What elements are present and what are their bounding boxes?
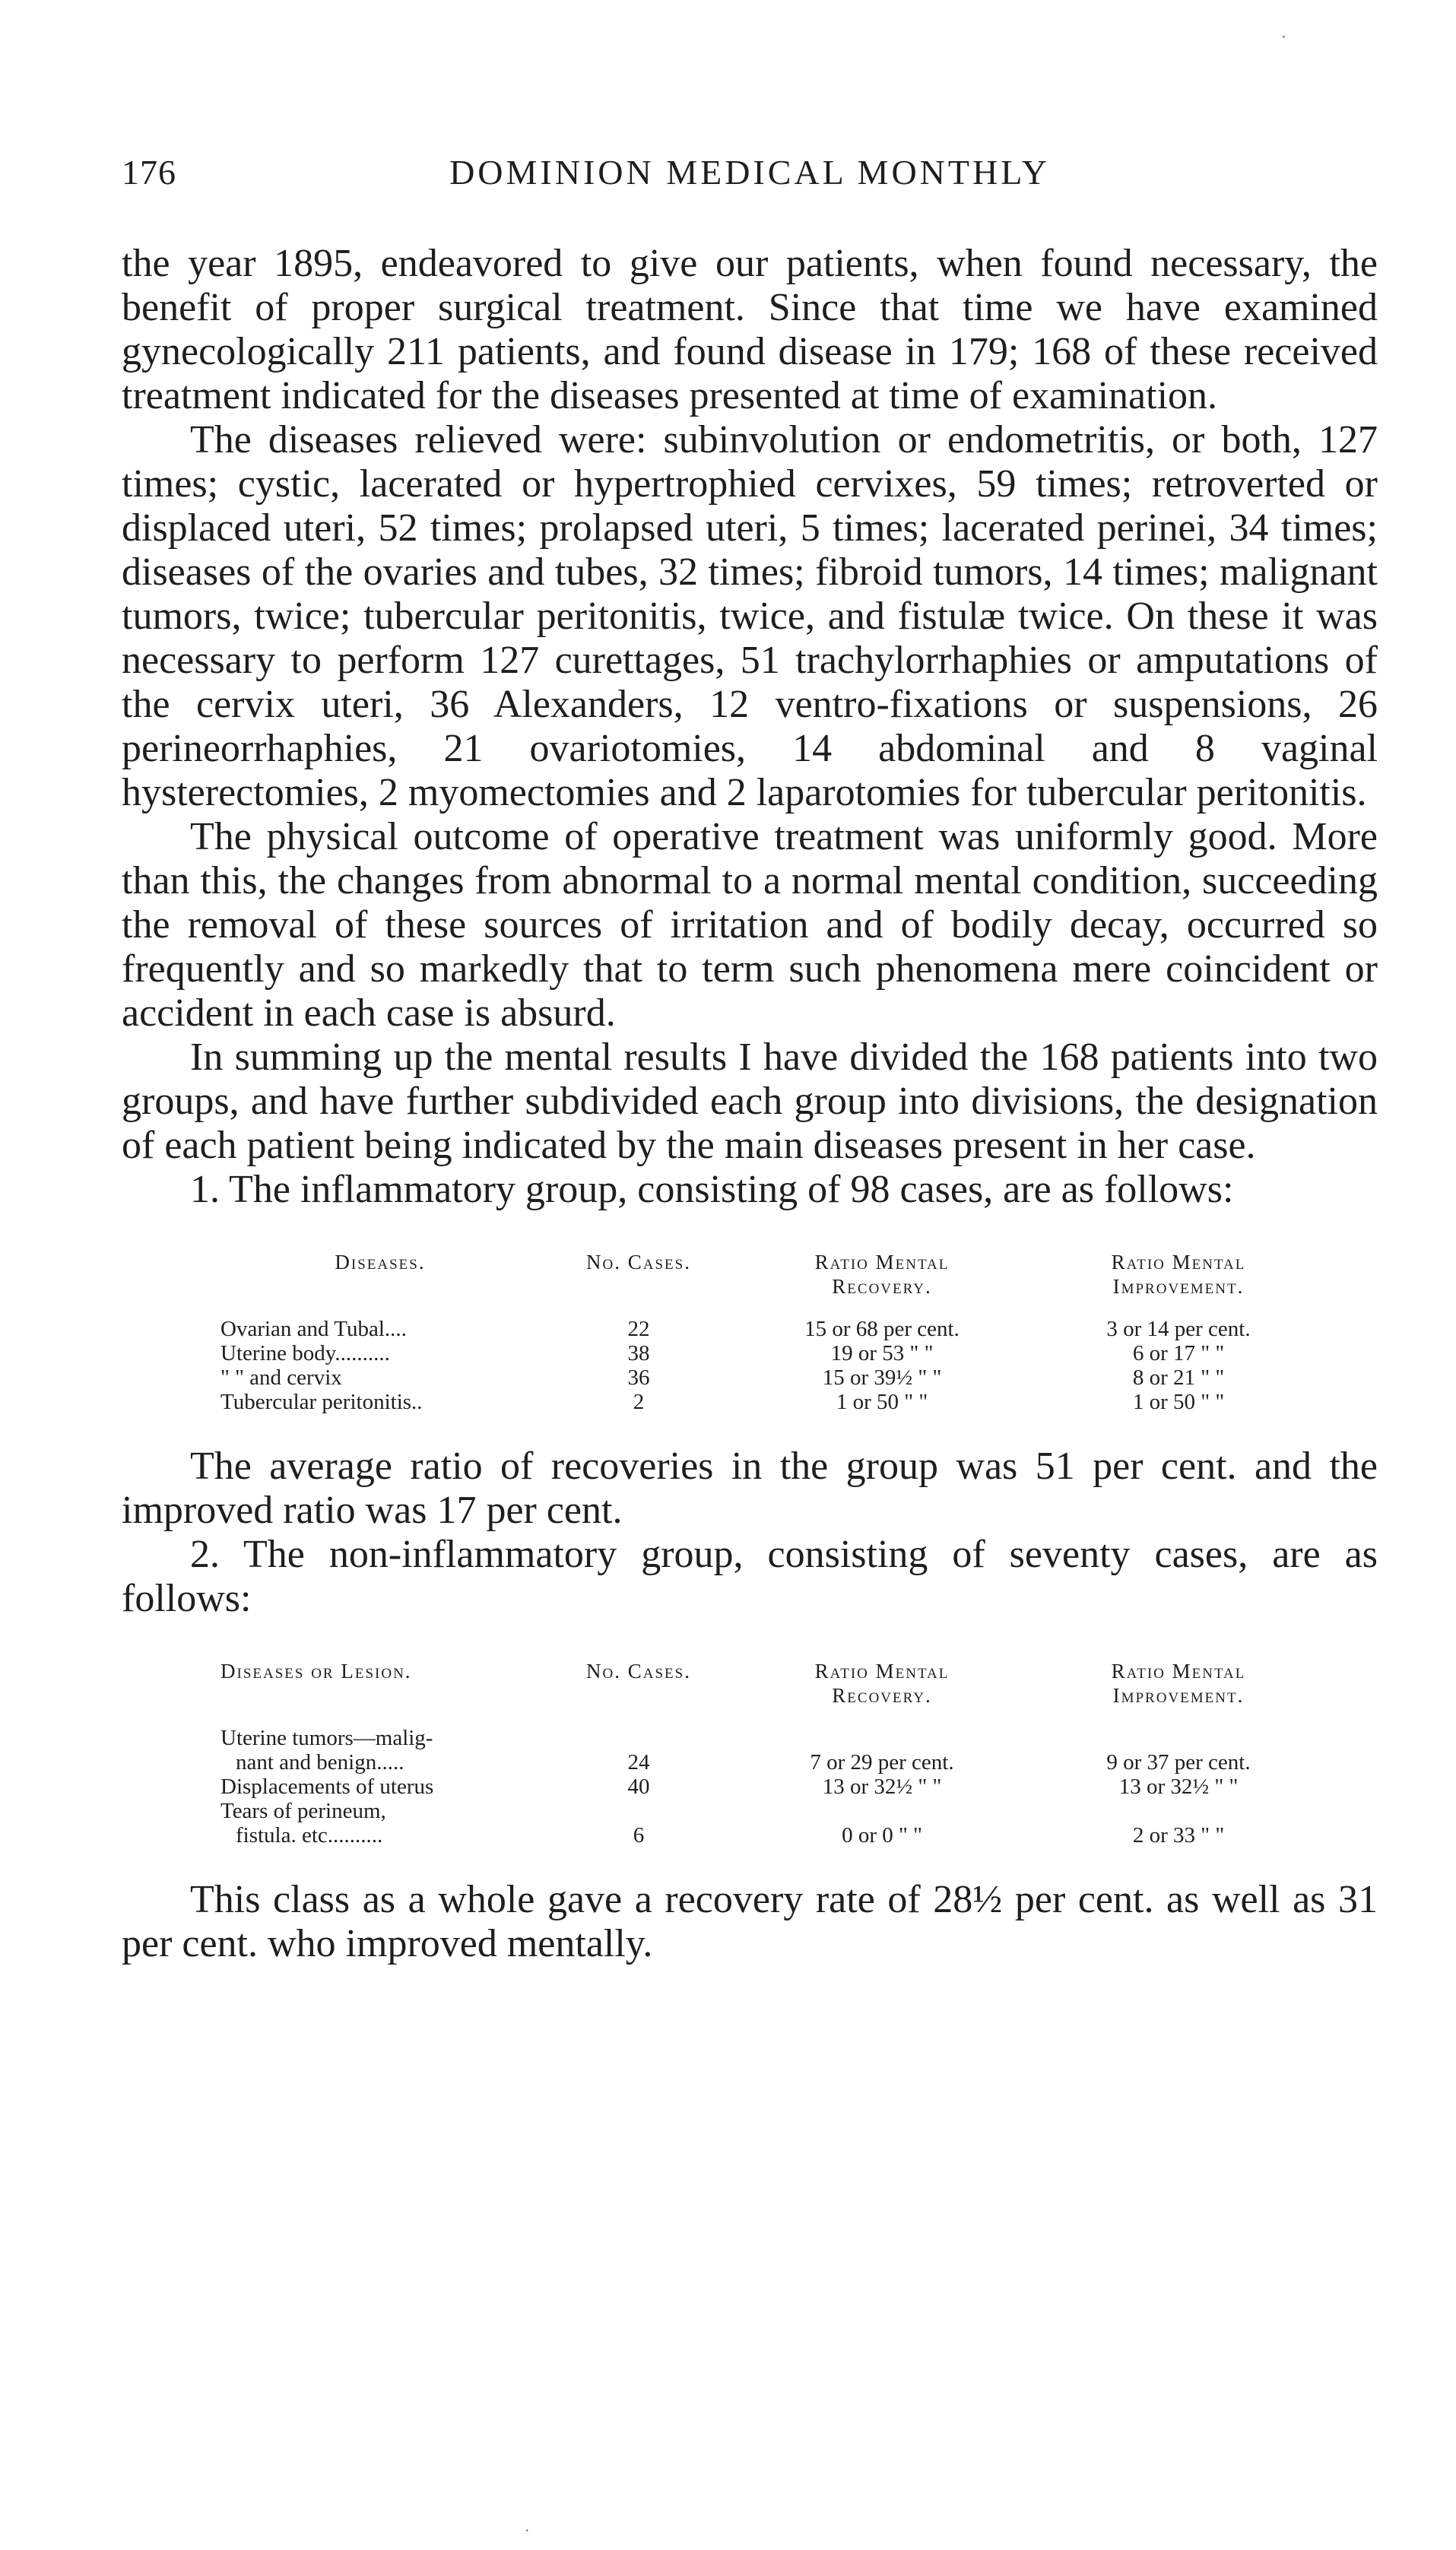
cell-improvement: 1 or 50 " " — [1132, 1390, 1225, 1414]
table-row — [220, 1799, 1331, 1847]
cell-recovery: 15 or 68 per cent. — [804, 1317, 960, 1341]
table-row — [220, 1317, 1331, 1341]
paragraph-3: The physical outcome of operative treatment was uniformly good. More than this, the changes from abnormal to a normal mental condition, succeeding the removal of these sources of irritation and of bodily decay, occurred so frequently and so markedly that to term such phenomena mere coincident or accident in each case is absurd. — [122, 815, 1378, 1035]
cell-recovery: 1 or 50 " " — [836, 1390, 928, 1414]
col-header-diseases: Diseases or Lesion. — [220, 1660, 412, 1683]
cell-recovery: 0 or 0 " " — [842, 1823, 922, 1847]
cell-improvement: 13 or 32½ " " — [1118, 1775, 1239, 1799]
paragraph-2: The diseases relieved were: subinvolution or endometritis, or both, 127 times; cystic, lacerated or hypertrophied cervixes, 59 times; retroverted or displaced uteri, 52 times; prolapsed uteri, 5 times; lacerated perinei, 34 times; diseases of the ovaries and tubes, 32 times; fibroid tumors, 14 times; malignant tumors, twice; tubercular peritonitis, twice, and fistulæ twice. On these it was necessary to perform 127 curettages, 51 trachylorrhaphies or amputations of the cervix uteri, 36 Alexanders, 12 ventro-fixations or suspensions, 26 perineorrhaphies, 21 ovariotomies, 14 abdominal and 8 vaginal hysterectomies, 2 myomectomies and 2 laparotomies for tubercular peritonitis. — [122, 418, 1378, 814]
table-row — [220, 1365, 1331, 1390]
table-row — [220, 1726, 1331, 1775]
running-title: DOMINION MEDICAL MONTHLY — [449, 153, 1050, 192]
paragraph-8: This class as a whole gave a recovery rate of 28½ per cent. as well as 31 per cent. who improved mentally. — [122, 1878, 1378, 1965]
cell-cases: 38 — [627, 1341, 650, 1365]
cell-cases: 24 — [627, 1750, 650, 1775]
scan-speck: · — [525, 2523, 530, 2539]
table-row — [220, 1341, 1331, 1365]
cell-disease: Ovarian and Tubal.... — [220, 1317, 407, 1341]
cell-disease: Uterine tumors—malig- nant and benign..... — [220, 1726, 433, 1775]
table-header-row — [220, 1659, 1331, 1726]
page-body — [122, 242, 1378, 1966]
table-row — [220, 1775, 1331, 1799]
col-header-recovery: Ratio Mental Recovery. — [814, 1660, 950, 1707]
cell-cases: 40 — [627, 1775, 650, 1799]
col-header-improvement: Ratio Mental Improvement. — [1111, 1251, 1246, 1298]
cell-disease: Tears of perineum, fistula. etc.......... — [220, 1799, 386, 1847]
cell-disease: " " and cervix — [220, 1365, 342, 1390]
col-header-improvement: Ratio Mental Improvement. — [1111, 1660, 1246, 1707]
paragraph-7: 2. The non-inflammatory group, consisting of seventy cases, are as follows: — [122, 1533, 1378, 1620]
paragraph-1: the year 1895, endeavored to give our patients, when found necessary, the benefit of proper surgical treatment. Since that time we have examined gynecologically 211 patients, and found disease in 179; 168 of these received treatment indicated for the diseases presented at time of examination. — [122, 242, 1378, 417]
cell-recovery: 13 or 32½ " " — [822, 1775, 942, 1799]
table-header-row — [220, 1250, 1331, 1317]
cell-improvement: 8 or 21 " " — [1132, 1365, 1225, 1390]
cell-improvement: 3 or 14 per cent. — [1106, 1317, 1251, 1341]
col-header-cases: No. Cases. — [586, 1251, 691, 1273]
col-header-cases: No. Cases. — [586, 1660, 691, 1683]
cell-disease: Displacements of uterus — [220, 1775, 434, 1799]
col-header-recovery: Ratio Mental Recovery. — [814, 1251, 950, 1298]
cell-recovery: 19 or 53 " " — [830, 1341, 934, 1365]
cell-improvement: 6 or 17 " " — [1132, 1341, 1225, 1365]
cell-improvement: 9 or 37 per cent. — [1106, 1750, 1251, 1775]
scan-speck: · — [1281, 29, 1286, 46]
cell-cases: 2 — [633, 1390, 645, 1414]
paragraph-4: In summing up the mental results I have divided the 168 patients into two groups, and have further subdivided each group into divisions, the designation of each patient being indicated by the main diseases present in her case. — [122, 1036, 1378, 1167]
cell-cases: 6 — [633, 1823, 645, 1847]
cell-recovery: 15 or 39½ " " — [822, 1365, 942, 1390]
page-number: 176 — [122, 153, 176, 192]
cell-cases: 22 — [627, 1317, 650, 1341]
cell-disease: Tubercular peritonitis.. — [220, 1390, 423, 1414]
col-header-diseases: Diseases. — [335, 1251, 426, 1273]
inflammatory-table — [122, 1250, 1378, 1414]
cell-improvement: 2 or 33 " " — [1132, 1823, 1225, 1847]
cell-recovery: 7 or 29 per cent. — [810, 1750, 954, 1775]
paragraph-6: The average ratio of recoveries in the group was 51 per cent. and the improved ratio was 17 per cent. — [122, 1445, 1378, 1532]
paragraph-5: 1. The inflammatory group, consisting of 98 cases, are as follows: — [190, 1168, 1234, 1211]
table-row — [220, 1390, 1331, 1414]
page-header — [122, 152, 1378, 205]
non-inflammatory-table — [122, 1659, 1378, 1847]
cell-cases: 36 — [627, 1365, 650, 1390]
cell-disease: Uterine body.......... — [220, 1341, 390, 1365]
